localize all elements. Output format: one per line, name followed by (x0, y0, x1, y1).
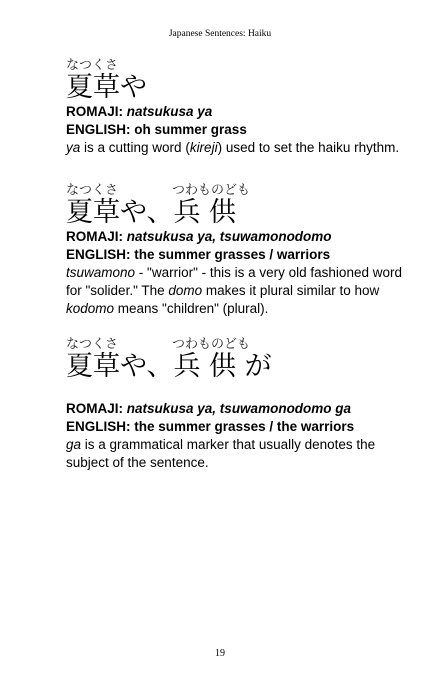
note-segment: makes it plural similar to how (202, 283, 380, 298)
english-label: ENGLISH: (66, 419, 131, 434)
note-segment: is a cutting word ( (80, 140, 190, 155)
furigana-tsuwamonodomo: つわものども (172, 337, 251, 352)
furigana-natsukusa: なつくさ (66, 58, 119, 73)
note-segment: - "warrior" - this is a very old fashioned word for "solider." The (66, 265, 402, 298)
romaji-value: natsukusa ya, tsuwamonodomo (126, 229, 332, 244)
explanation-note (66, 436, 406, 472)
japanese-text: 夏草や、兵 供 (66, 197, 237, 228)
english-line (66, 418, 406, 436)
furigana-natsukusa: なつくさ (66, 337, 119, 352)
romaji-line (66, 228, 406, 246)
romaji-line (66, 103, 406, 121)
english-label: ENGLISH: (66, 122, 131, 137)
furigana-reading (66, 183, 406, 198)
running-header: Japanese Sentences: Haiku (168, 29, 272, 39)
note-segment: kodomo (66, 301, 115, 316)
explanation-note (66, 139, 406, 157)
haiku-entry-2 (66, 183, 406, 318)
english-label: ENGLISH: (66, 247, 131, 262)
romaji-label: ROMAJI: (66, 229, 123, 244)
japanese-text: 夏草や、兵 供 が (66, 351, 272, 382)
romaji-value: natsukusa ya (126, 104, 213, 119)
note-segment: ga (66, 437, 82, 452)
explanation-note (66, 264, 406, 318)
furigana-reading (66, 58, 406, 73)
note-segment: domo (168, 283, 203, 298)
romaji-label: ROMAJI: (66, 104, 123, 119)
english-value: the summer grasses / the warriors (134, 419, 355, 434)
furigana-reading (66, 337, 406, 352)
english-line (66, 121, 406, 139)
haiku-entry-1 (66, 58, 406, 157)
english-line (66, 246, 406, 264)
note-segment: is a grammatical marker that usually denotes the subject of the sentence. (66, 437, 376, 470)
note-segment: means "children" (plural). (114, 301, 269, 316)
romaji-label: ROMAJI: (66, 401, 123, 416)
note-segment: ya (66, 140, 81, 155)
romaji-value: natsukusa ya, tsuwamonodomo ga (126, 401, 352, 416)
romaji-line (66, 400, 406, 418)
english-value: the summer grasses / warriors (134, 247, 331, 262)
english-value: oh summer grass (134, 122, 247, 137)
note-segment: ) used to set the haiku rhythm. (217, 140, 400, 155)
japanese-text: 夏草や (66, 72, 147, 103)
furigana-tsuwamonodomo: つわものども (172, 183, 251, 198)
note-segment: tsuwamono (66, 265, 136, 280)
haiku-entry-3 (66, 337, 406, 472)
note-segment: kireji (189, 140, 218, 155)
furigana-natsukusa: なつくさ (66, 183, 119, 198)
page-number: 19 (215, 648, 225, 659)
